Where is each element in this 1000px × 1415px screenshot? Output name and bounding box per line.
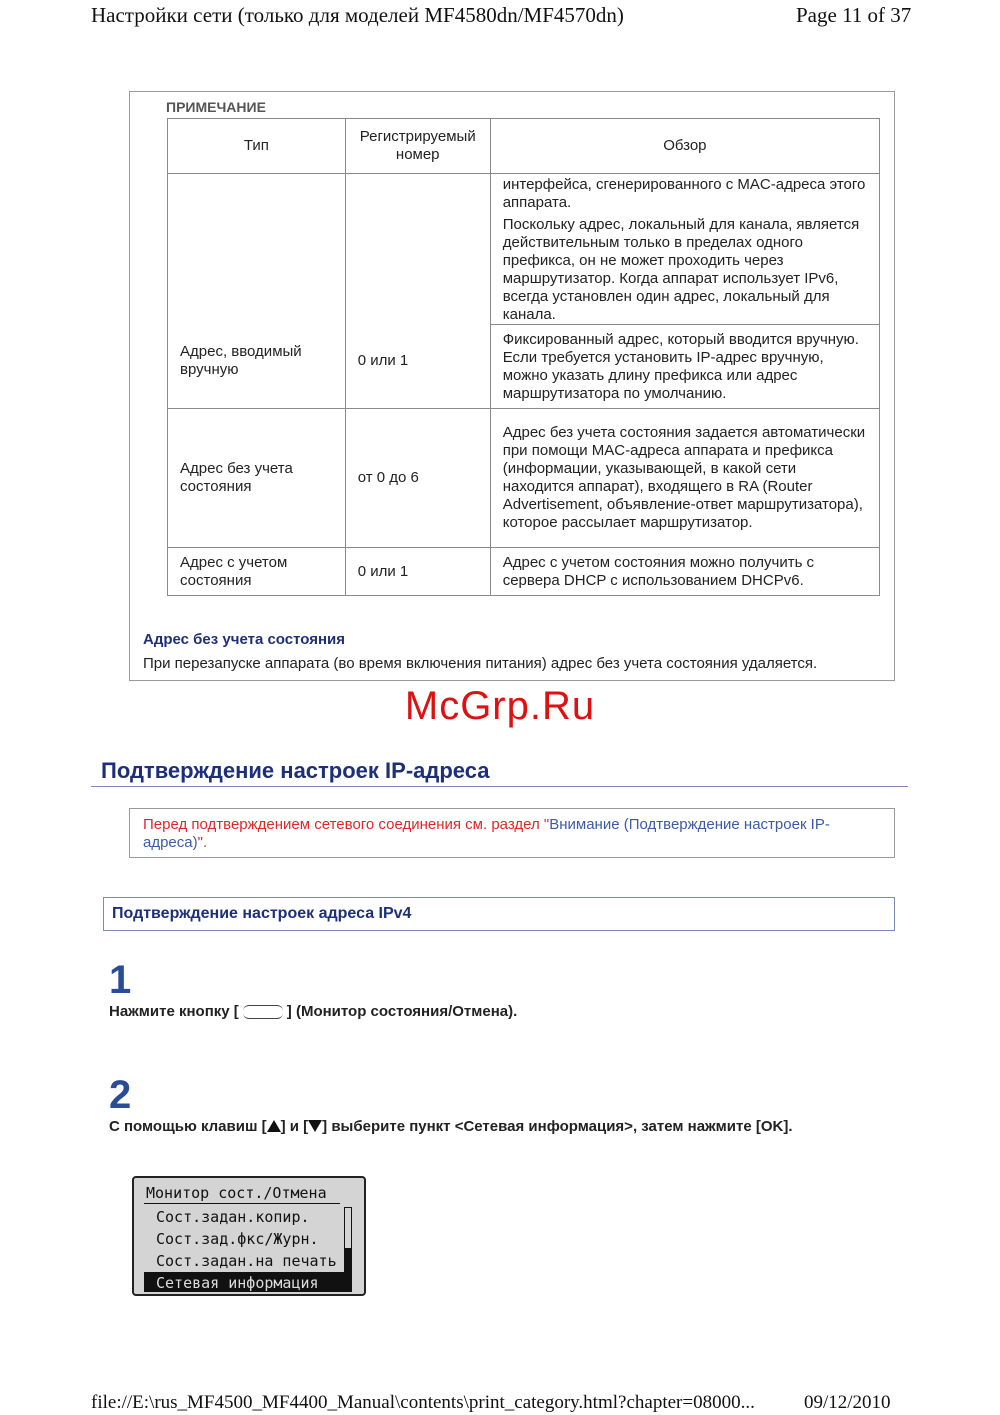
table-row: [168, 409, 880, 548]
stateless-address-text: При перезапуске аппарата (во время включения питания) адрес без учета состояния удаляется.: [143, 655, 818, 672]
warning-text: Перед подтверждением сетевого соединения см. раздел ": [143, 816, 550, 833]
step-number: 2: [109, 1073, 132, 1117]
overview-text: интерфейса, сгенерированного с MAC-адреса этого аппарата.: [502, 176, 866, 211]
step-number: 1: [109, 958, 132, 1002]
step-text: ] (Монитор состояния/Отмена).: [286, 1003, 518, 1020]
step-instruction: [109, 1003, 517, 1020]
cell-number: 0 или 1: [345, 174, 490, 409]
lcd-scroll-thumb: [344, 1248, 352, 1272]
ipv4-subsection-title: Подтверждение настроек адреса IPv4: [103, 897, 895, 931]
lcd-menu-item: Сост.задан.на печать: [156, 1252, 337, 1270]
warning-box: [129, 808, 895, 858]
table-row: [168, 174, 880, 325]
cell-number: 0 или 1: [345, 548, 490, 596]
lcd-separator: [144, 1203, 340, 1204]
cell-overview: Адрес с учетом состояния можно получить с сервера DHCP с использованием DHCPv6.: [490, 548, 879, 596]
lcd-screen: [132, 1176, 366, 1296]
cell-overview: [490, 174, 879, 325]
up-arrow-icon: [267, 1120, 281, 1132]
warning-text-end: ".: [197, 834, 208, 851]
table-row: [168, 548, 880, 596]
cell-type: Адрес без учета состояния: [168, 409, 346, 548]
lcd-selected-label: Сетевая информация: [156, 1274, 319, 1292]
step-text: ] выберите пункт <Сетевая информация>, затем нажмите [OK].: [322, 1118, 793, 1135]
step-text: ] и [: [280, 1118, 309, 1135]
lcd-selected-item: [144, 1272, 352, 1292]
step-text: С помощью клавиш [: [109, 1118, 267, 1135]
column-header-type: Тип: [168, 119, 346, 174]
status-monitor-button-icon: [243, 1005, 283, 1019]
address-type-table: [167, 118, 880, 596]
footer-date: 09/12/2010: [804, 1392, 891, 1413]
page-indicator: Page 11 of 37: [796, 3, 912, 27]
table-header-row: [168, 119, 880, 174]
cell-type: Адрес с учетом состояния: [168, 548, 346, 596]
lcd-menu-item: Сост.задан.копир.: [156, 1208, 310, 1226]
warning-link[interactable]: Внимание (Подтверждение настроек IP-адреса): [143, 816, 830, 851]
footer-path: file://E:\rus_MF4500_MF4400_Manual\contents\print_category.html?chapter=08000...: [91, 1392, 755, 1413]
cell-overview: Фиксированный адрес, который вводится вручную. Если требуется установить IP-адрес вручную, можно указать длину префикса или адрес маршрутизатора по умолчанию.: [490, 325, 879, 409]
document-title: Настройки сети (только для моделей MF4580dn/MF4570dn): [91, 3, 624, 27]
cell-number: от 0 до 6: [345, 409, 490, 548]
lcd-menu-item: Сост.зад.фкс/Журн.: [156, 1230, 319, 1248]
section-title: Подтверждение настроек IP-адреса: [101, 758, 490, 783]
column-header-number: Регистрируемый номер: [345, 119, 490, 174]
watermark-text: McGrp.Ru: [404, 684, 596, 728]
note-label: ПРИМЕЧАНИЕ: [166, 99, 266, 115]
down-arrow-icon: [308, 1120, 322, 1132]
overview-text: Поскольку адрес, локальный для канала, является действительным только в пределах одного префикса, он не может проходить через маршрутизатор. Когда аппарат использует IPv6, всегда установлен один адрес, локальный для канала.: [502, 216, 860, 323]
section-divider: [91, 786, 908, 787]
cell-overview: Адрес без учета состояния задается автоматически при помощи MAC-адреса аппарата и префикса (информации, указывающей, в какой сети находится аппарат), входящего в RA (Router Advertisement, объявление-ответ маршрутизатора), которое рассылает маршрутизатор.: [490, 409, 879, 548]
stateless-address-heading: Адрес без учета состояния: [143, 631, 346, 648]
step-instruction: [109, 1118, 793, 1135]
lcd-title: Монитор сост./Отмена: [146, 1184, 327, 1202]
column-header-overview: Обзор: [490, 119, 879, 174]
cell-type: Адрес, вводимый вручную: [168, 174, 346, 409]
step-text: Нажмите кнопку [: [109, 1003, 239, 1020]
